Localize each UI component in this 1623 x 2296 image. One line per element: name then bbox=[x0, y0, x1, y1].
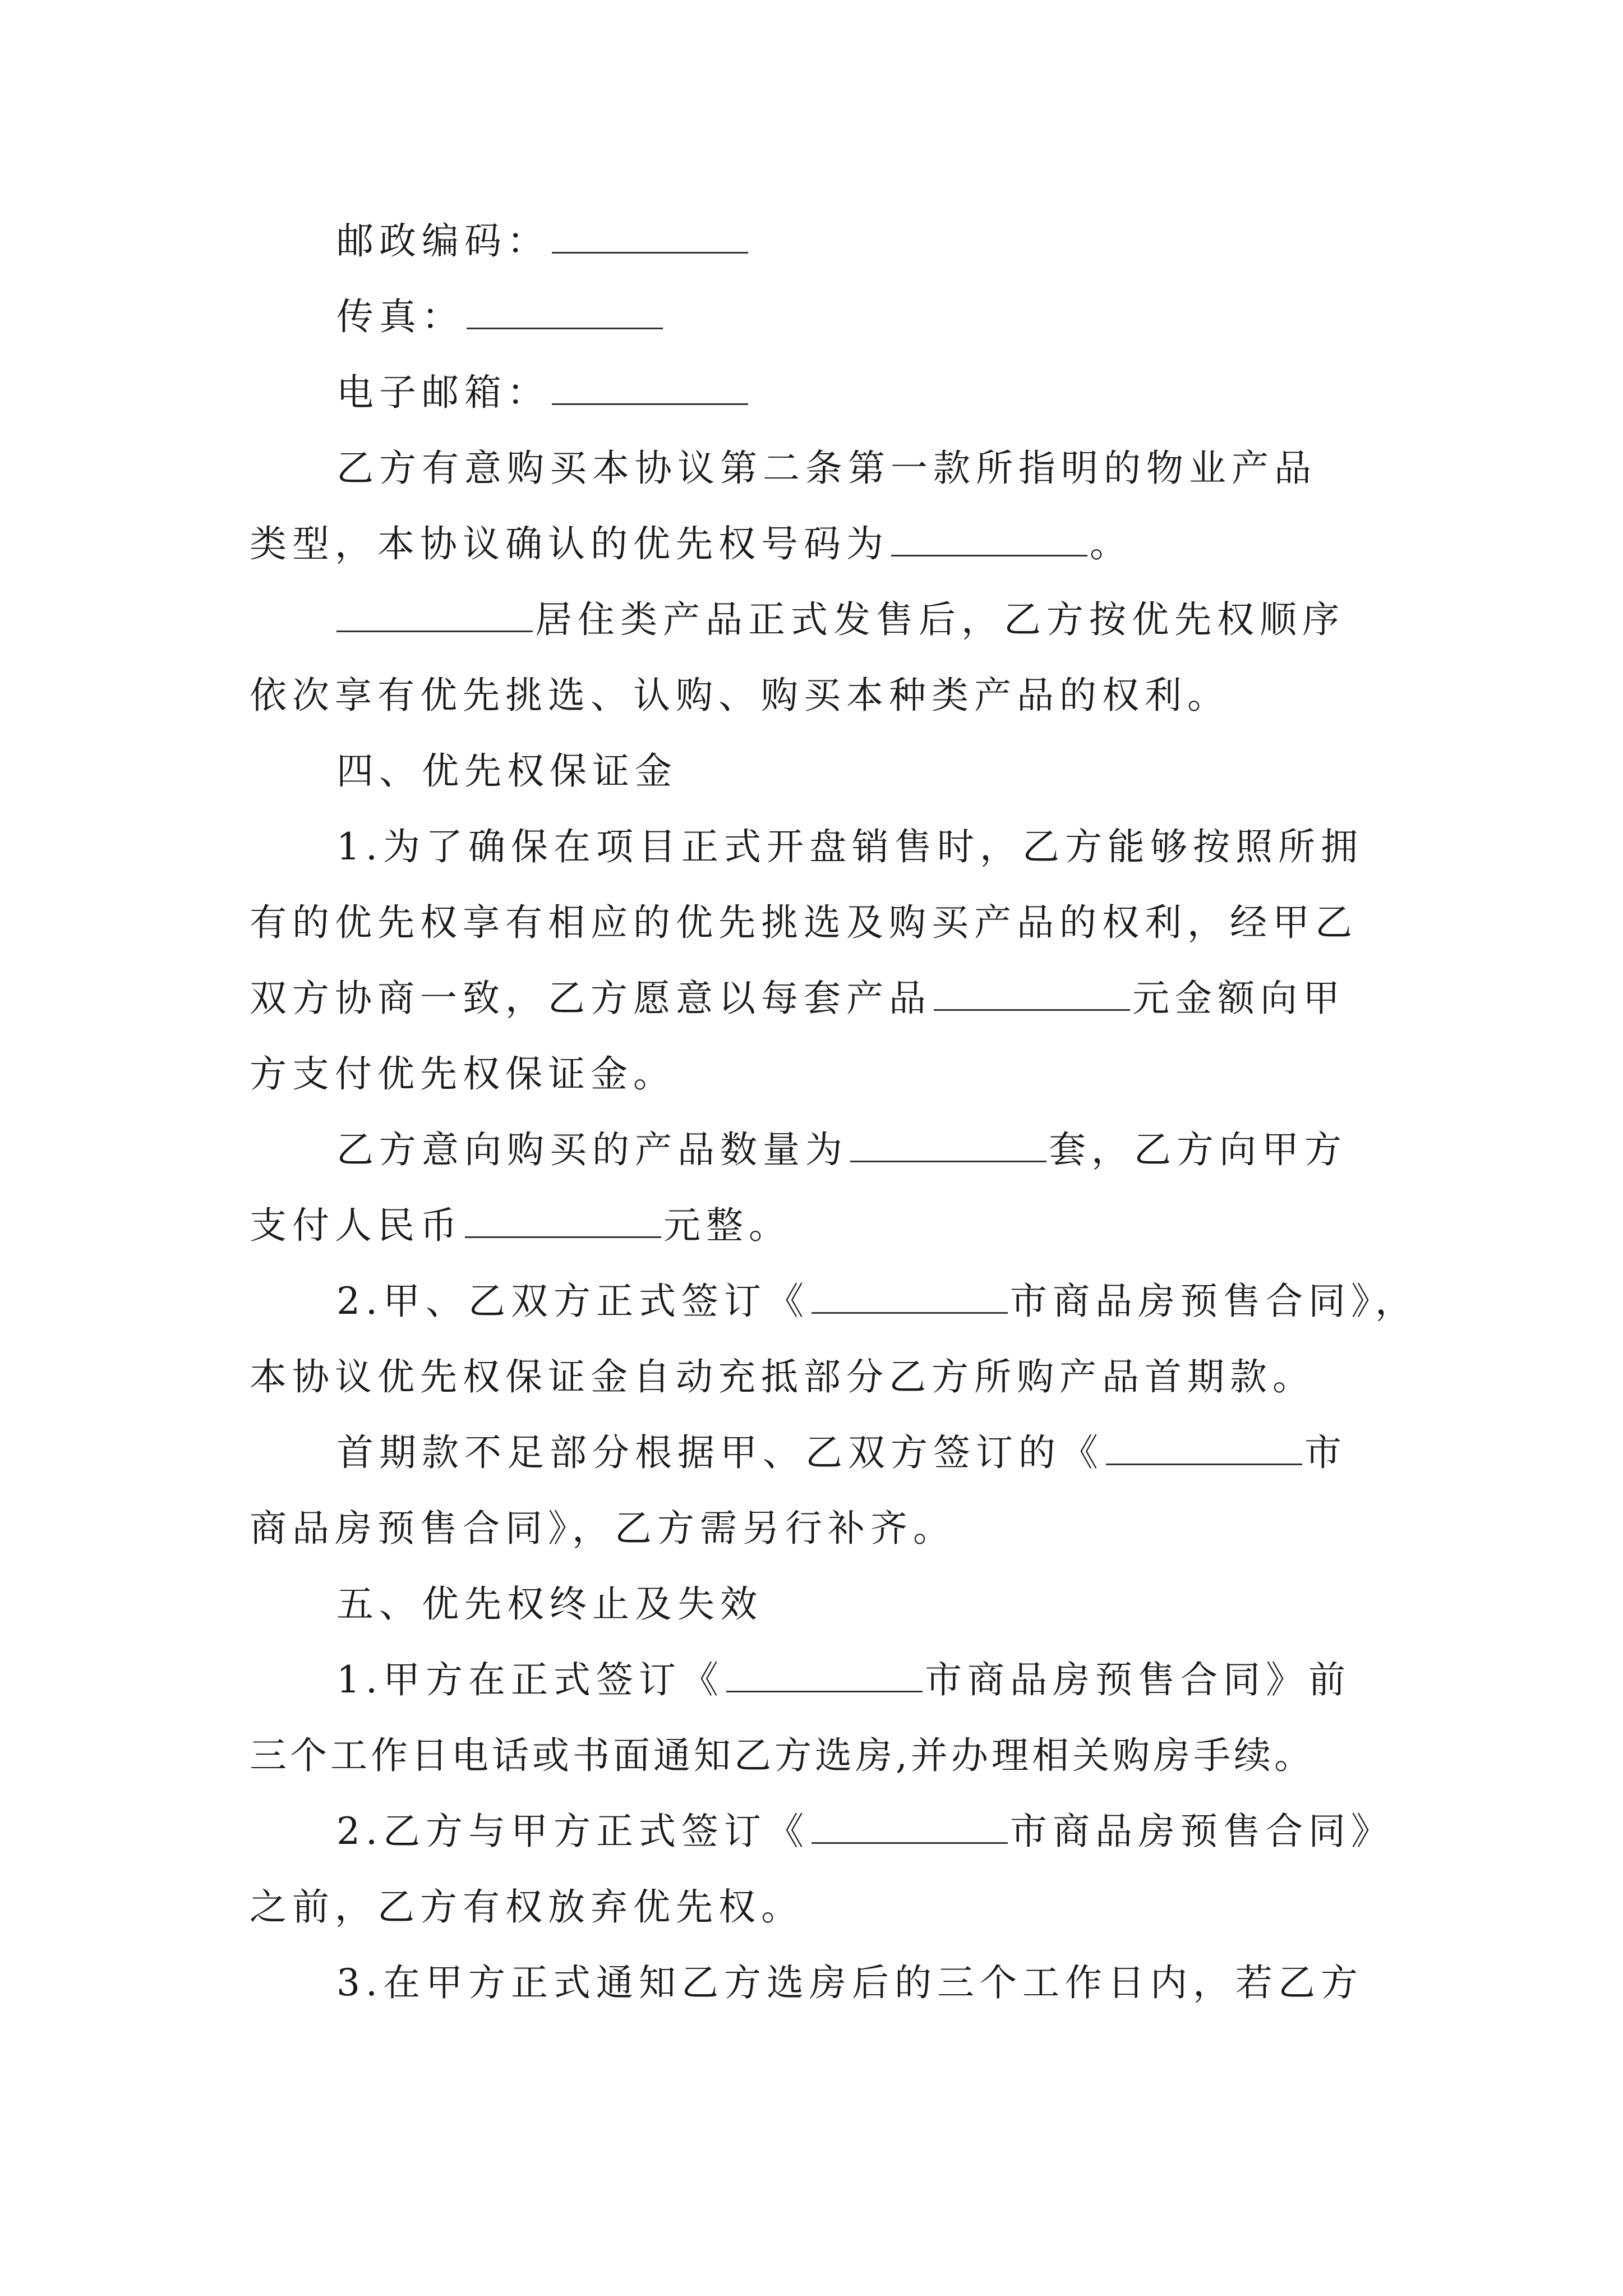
amount-per-unit-blank bbox=[934, 980, 1130, 1011]
text-span: 市商品房预售合同》 bbox=[1009, 1810, 1394, 1853]
text-span: 元整。 bbox=[663, 1204, 791, 1247]
city-blank bbox=[811, 1283, 1008, 1314]
paragraph-line bbox=[336, 1655, 1438, 1705]
paragraph-line bbox=[250, 519, 1438, 569]
fax-line bbox=[336, 292, 1438, 342]
paragraph-line bbox=[336, 1276, 1438, 1327]
city-blank bbox=[726, 1662, 923, 1692]
text-span: 套，乙方向甲方 bbox=[1049, 1128, 1347, 1171]
paragraph-line bbox=[336, 1428, 1438, 1478]
email-line bbox=[336, 367, 1438, 418]
text-span: 2.甲、乙双方正式签订《 bbox=[336, 1280, 809, 1323]
paragraph-line bbox=[250, 1731, 1438, 1781]
text-span: 方支付优先权保证金。 bbox=[250, 1052, 676, 1096]
paragraph-line bbox=[336, 1125, 1438, 1175]
text-span: 类型，本协议确认的优先权号码为 bbox=[250, 522, 889, 565]
paragraph-line bbox=[250, 1882, 1438, 1932]
email-blank bbox=[552, 374, 748, 405]
text-span: 支付人民币 bbox=[250, 1204, 463, 1247]
paragraph-line bbox=[250, 1200, 1438, 1251]
paragraph-line bbox=[250, 670, 1438, 721]
paragraph-line bbox=[250, 1352, 1438, 1402]
total-amount-blank bbox=[465, 1207, 661, 1238]
text-span: 市商品房预售合同》前 bbox=[924, 1658, 1351, 1701]
paragraph-line bbox=[336, 1806, 1438, 1857]
text-span: 市商品房预售合同》， bbox=[1009, 1280, 1418, 1323]
postal-code-label: 邮政编码： bbox=[336, 219, 550, 263]
city-blank bbox=[811, 1813, 1008, 1844]
text-span: 2.乙方与甲方正式签订《 bbox=[336, 1810, 809, 1853]
paragraph-line bbox=[250, 1049, 1438, 1099]
text-span: 居住类产品正式发售后，乙方按优先权顺序 bbox=[535, 598, 1345, 641]
text-span: 商品房预售合同》，乙方需另行补齐。 bbox=[250, 1507, 956, 1550]
text-span: 三个工作日电话或书面通知乙方选房,并办理相关购房手续。 bbox=[250, 1734, 1315, 1777]
priority-number-blank bbox=[891, 526, 1087, 556]
section-heading-5 bbox=[336, 1579, 1438, 1630]
text-span: 双方协商一致，乙方愿意以每套产品 bbox=[250, 977, 932, 1020]
text-span: 乙方有意购买本协议第二条第一款所指明的物业产品 bbox=[336, 447, 1317, 490]
release-blank bbox=[336, 601, 533, 632]
text-span: 之前，乙方有权放弃优先权。 bbox=[250, 1885, 804, 1929]
email-label: 电子邮箱： bbox=[336, 371, 550, 414]
text-span: 元金额向甲 bbox=[1132, 977, 1345, 1020]
paragraph-line bbox=[250, 973, 1438, 1024]
text-span: 1.为了确保在项目正式开盘销售时，乙方能够按照所拥 bbox=[336, 825, 1363, 868]
postal-code-blank bbox=[552, 223, 748, 254]
section-heading-4 bbox=[336, 746, 1438, 797]
paragraph-line bbox=[336, 595, 1438, 645]
text-span: 依次享有优先挑选、认购、购买本种类产品的权利。 bbox=[250, 674, 1230, 717]
fax-label: 传真： bbox=[336, 295, 464, 338]
heading-text: 四、优先权保证金 bbox=[336, 749, 677, 793]
paragraph-line bbox=[336, 822, 1438, 872]
text-span: 首期款不足部分根据甲、乙双方签订的《 bbox=[336, 1431, 1104, 1474]
postal-code-line bbox=[336, 216, 1438, 266]
paragraph-line bbox=[336, 1958, 1438, 2008]
fax-blank bbox=[467, 298, 663, 329]
text-span: 3.在甲方正式通知乙方选房后的三个工作日内，若乙方 bbox=[336, 1961, 1363, 2004]
text-span: 市 bbox=[1304, 1431, 1347, 1474]
text-span: 乙方意向购买的产品数量为 bbox=[336, 1128, 848, 1171]
paragraph-line bbox=[250, 1503, 1438, 1554]
city-blank bbox=[1106, 1434, 1302, 1465]
paragraph-line bbox=[250, 898, 1438, 948]
quantity-blank bbox=[850, 1131, 1046, 1162]
paragraph-line bbox=[336, 443, 1438, 494]
text-span: 有的优先权享有相应的优先挑选及购买产品的权利，经甲乙 bbox=[250, 901, 1358, 944]
text-span: 。 bbox=[1090, 522, 1132, 565]
text-span: 1.甲方在正式签订《 bbox=[336, 1658, 724, 1701]
text-span: 本协议优先权保证金自动充抵部分乙方所购产品首期款。 bbox=[250, 1355, 1315, 1398]
heading-text: 五、优先权终止及失效 bbox=[336, 1582, 763, 1626]
